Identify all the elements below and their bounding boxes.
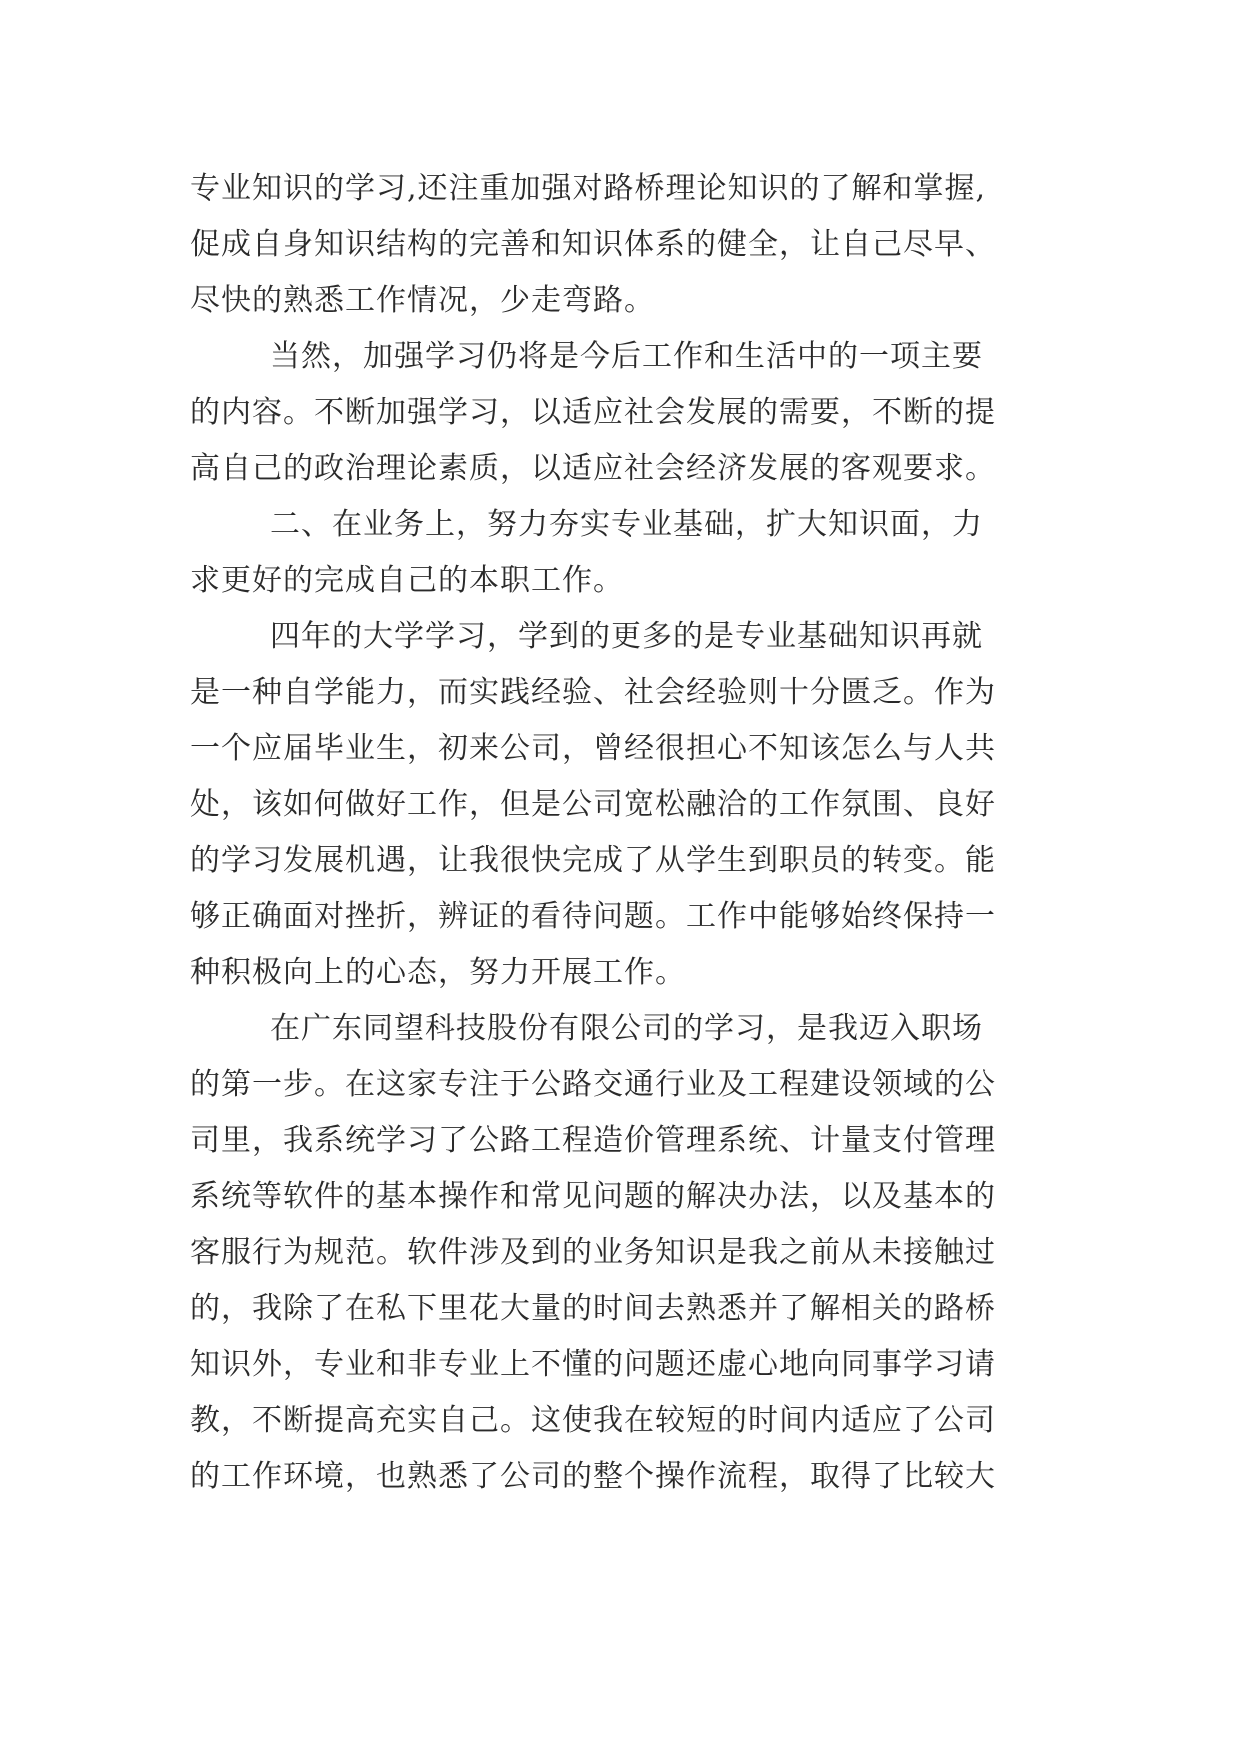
text-line: 促成自身知识结构的完善和知识体系的健全，让自己尽早、 xyxy=(190,227,996,262)
text-line: 处，该如何做好工作，但是公司宽松融洽的工作氛围、良好 xyxy=(190,787,996,822)
text-line: 的工作环境，也熟悉了公司的整个操作流程，取得了比较大 xyxy=(190,1459,996,1494)
text-line: 客服行为规范。软件涉及到的业务知识是我之前从未接触过 xyxy=(190,1235,996,1270)
text-line: 是一种自学能力，而实践经验、社会经验则十分匮乏。作为 xyxy=(190,675,996,710)
paragraph-start: 当然，加强学习仍将是今后工作和生活中的一项主要 xyxy=(270,339,983,374)
text-line: 的，我除了在私下里花大量的时间去熟悉并了解相关的路桥 xyxy=(190,1291,996,1326)
text-line: 专业知识的学习,还注重加强对路桥理论知识的了解和掌握, xyxy=(190,171,987,206)
paragraph-start: 在广东同望科技股份有限公司的学习，是我迈入职场 xyxy=(270,1011,983,1046)
text-line: 一个应届毕业生，初来公司，曾经很担心不知该怎么与人共 xyxy=(190,731,996,766)
text-line: 尽快的熟悉工作情况，少走弯路。 xyxy=(190,283,655,318)
text-line: 司里，我系统学习了公路工程造价管理系统、计量支付管理 xyxy=(190,1123,996,1158)
text-line: 教，不断提高充实自己。这使我在较短的时间内适应了公司 xyxy=(190,1403,996,1438)
text-line: 求更好的完成自己的本职工作。 xyxy=(190,563,624,598)
text-line: 知识外，专业和非专业上不懂的问题还虚心地向同事学习请 xyxy=(190,1347,996,1382)
text-line: 够正确面对挫折，辨证的看待问题。工作中能够始终保持一 xyxy=(190,899,996,934)
body-text xyxy=(190,161,1070,1505)
text-line: 的第一步。在这家专注于公路交通行业及工程建设领域的公 xyxy=(190,1067,996,1102)
text-line: 种积极向上的心态，努力开展工作。 xyxy=(190,955,686,990)
text-line: 高自己的政治理论素质，以适应社会经济发展的客观要求。 xyxy=(190,451,996,486)
paragraph-start: 四年的大学学习，学到的更多的是专业基础知识再就 xyxy=(270,619,983,654)
text-line: 系统等软件的基本操作和常见问题的解决办法，以及基本的 xyxy=(190,1179,996,1214)
text-line: 的学习发展机遇，让我很快完成了从学生到职员的转变。能 xyxy=(190,843,996,878)
section-heading: 二、在业务上，努力夯实专业基础，扩大知识面，力 xyxy=(270,507,983,542)
text-line: 的内容。不断加强学习，以适应社会发展的需要，不断的提 xyxy=(190,395,996,430)
